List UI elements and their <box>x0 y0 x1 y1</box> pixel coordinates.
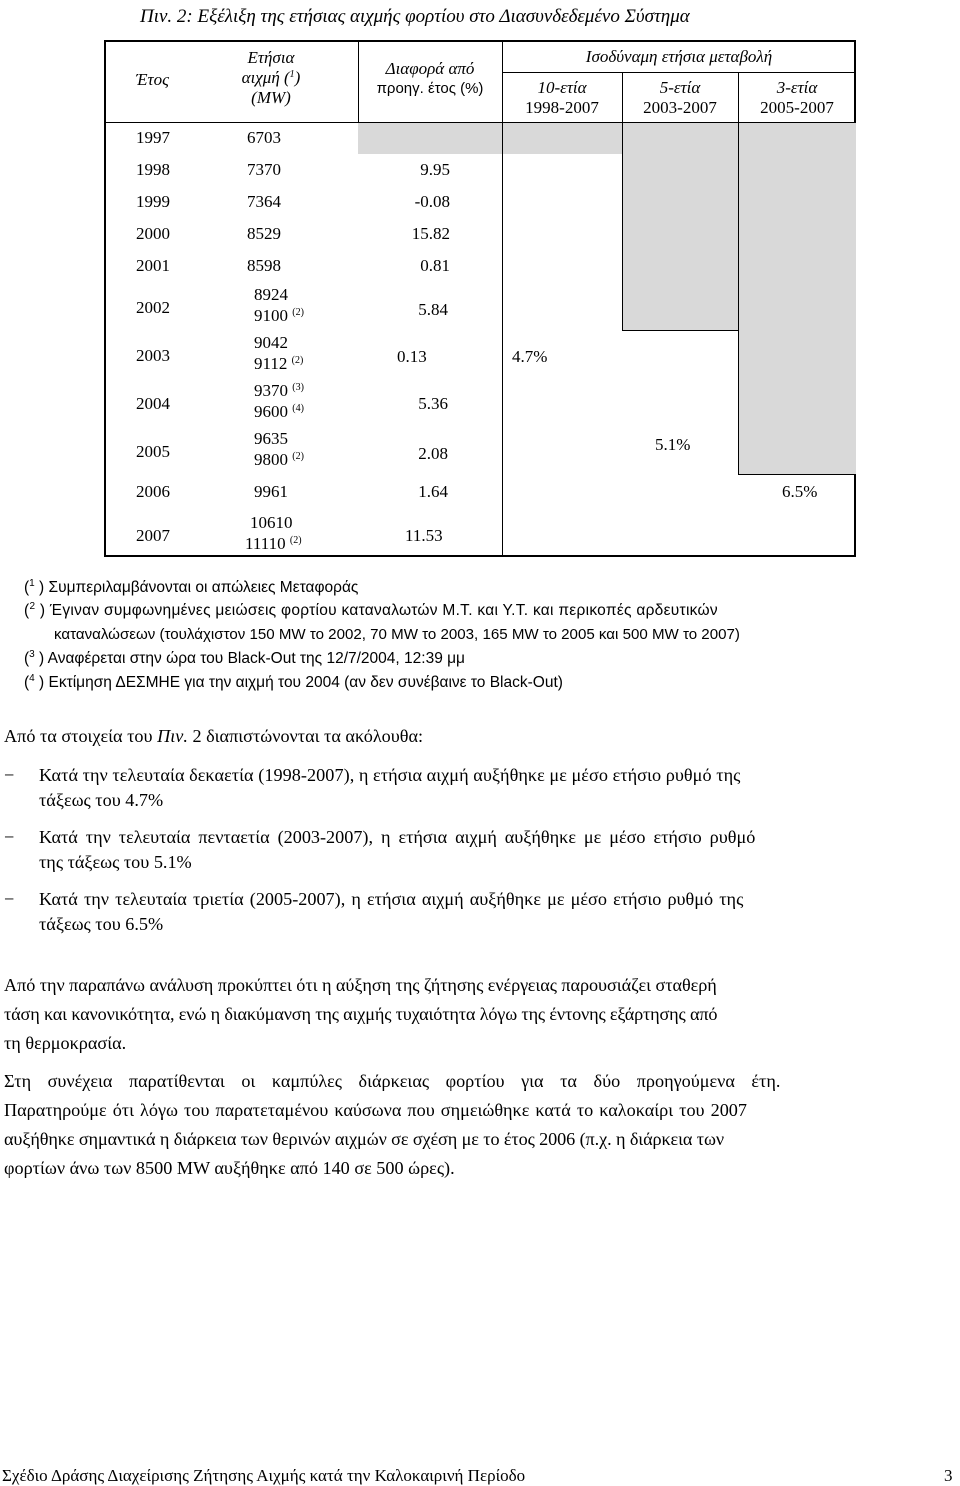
diff-2002: 5.84 <box>418 300 448 319</box>
peak-2002: 8924 <box>254 285 288 304</box>
duration-paragraph-line-2: Παρατηρούμε ότι λόγω του παρατεταμένου καύσωνα που σημειώθηκε κατά το καλοκαίρι του 2007 <box>4 1100 747 1120</box>
three-year-value: 6.5% <box>782 482 818 501</box>
diff-2005: 2.08 <box>418 444 448 463</box>
year-2001: 2001 <box>136 256 170 275</box>
diff-2004: 5.36 <box>418 394 448 413</box>
five-year-value: 5.1% <box>655 435 691 454</box>
peak-1999: 7364 <box>247 192 281 211</box>
five-shade-bottom <box>622 330 738 331</box>
year-1997: 1997 <box>136 128 170 147</box>
shade-ten-year <box>502 122 622 154</box>
peak-2003: 9042 <box>254 333 288 352</box>
three-shade-bottom <box>738 474 856 475</box>
diff-2006: 1.64 <box>418 482 448 501</box>
year-1998: 1998 <box>136 160 170 179</box>
peak-2007: 10610 <box>250 513 293 532</box>
shade-five-year <box>622 122 738 330</box>
footnote-4: ($^4$ ) Εκτίμηση ΔΕΣΜΗΕ για την αιχμή του 2004 (αν δεν συνέβαινε το Black-Out) <box>24 673 563 691</box>
peak-estimated-2004: 9600 $^{(4)}$ <box>254 402 304 421</box>
diff-2003: 0.13 <box>397 347 427 366</box>
footer-title: Σχέδιο Δράσης Διαχείρισης Ζήτησης Αιχμής κατά την Καλοκαιρινή Περίοδο <box>2 1466 526 1485</box>
shade-three-year <box>738 122 856 474</box>
header-five-year: 5-ετία 2003-2007 <box>643 78 717 117</box>
peak-adjusted-2005: 9800 $^{(2)}$ <box>254 450 304 469</box>
year-2002: 2002 <box>136 298 170 317</box>
peak-adjusted-2003: 9112 $^{(2)}$ <box>254 354 304 373</box>
peak-2000: 8529 <box>247 224 281 243</box>
diff-2001: 0.81 <box>420 256 450 275</box>
peak-2001: 8598 <box>247 256 281 275</box>
year-2006: 2006 <box>136 482 170 501</box>
peak-2006: 9961 <box>254 482 288 501</box>
peak-2005: 9635 <box>254 429 288 448</box>
peak-adjusted-2007: 11110 $^{(2)}$ <box>245 534 302 553</box>
footnote-1: ($^1$ ) Συμπεριλαμβάνονται οι απώλειες Μεταφοράς <box>24 578 359 596</box>
header-diff: Διαφορά από προηγ. έτος (%) <box>376 59 484 97</box>
year-2004: 2004 <box>136 394 170 413</box>
header-three-year: 3-ετία 2005-2007 <box>760 78 834 117</box>
diff-2007: 11.53 <box>405 526 443 545</box>
duration-paragraph-line-1: Στη συνέχεια παρατίθενται οι καμπύλες διάρκειας φορτίου για τα δύο προηγούμενα έτη. <box>4 1071 781 1091</box>
equiv-header-divider <box>502 72 856 73</box>
peak-adjusted-2002: 9100 $^{(2)}$ <box>254 306 304 325</box>
header-divider <box>106 122 856 123</box>
diff-col-divider <box>502 42 503 557</box>
duration-paragraph-line-3: αυξήθηκε σημαντικά η διάρκεια των θερινών αιχμών σε σχέση με το έτος 2006 (π.χ. η διάρκεια των <box>4 1129 724 1149</box>
duration-paragraph-line-4: φορτίων άνω των 8500 MW αυξήθηκε από 140 σε 500 ώρες). <box>4 1158 455 1178</box>
diff-2000: 15.82 <box>411 224 450 243</box>
year-2007: 2007 <box>136 526 170 545</box>
peak-1997: 6703 <box>247 128 281 147</box>
header-equiv: Ισοδύναμη ετήσια μεταβολή <box>585 47 773 66</box>
peak-load-table <box>104 40 856 557</box>
diff-1999: -0.08 <box>414 192 450 211</box>
peak-1998: 7370 <box>247 160 281 179</box>
year-2005: 2005 <box>136 442 170 461</box>
five-shade-right <box>738 122 739 474</box>
footnote-3: ($^3$ ) Αναφέρεται στην ώρα του Black-Out της 12/7/2004, 12:39 μμ <box>24 649 465 667</box>
analysis-paragraph-line-3: τη θερμοκρασία. <box>4 1033 127 1053</box>
year-2003: 2003 <box>136 346 170 365</box>
page-number: 3 <box>944 1466 953 1485</box>
ten-year-value: 4.7% <box>512 347 548 366</box>
year-2000: 2000 <box>136 224 170 243</box>
analysis-paragraph-line-2: τάση και κανονικότητα, ενώ η διακύμανση της αιχμής τυχαιότητα λόγω της έντονης εξάρτησης από <box>4 1004 718 1024</box>
peak-2004: 9370 $^{(3)}$ <box>254 381 304 400</box>
table-caption: Πιν. 2: Εξέλιξη της ετήσιας αιχμής φορτίου στο Διασυνδεδεμένο Σύστημα <box>140 6 690 27</box>
header-ten-year: 10-ετία 1998-2007 <box>525 78 599 117</box>
analysis-paragraph-line-1: Από την παραπάνω ανάλυση προκύπτει ότι η αύξηση της ζήτησης ενέργειας παρουσιάζει σταθερή <box>4 975 717 995</box>
five-shade-left <box>622 122 623 330</box>
header-peak: Ετήσια αιχμή ($^1$) (MW) <box>241 48 301 107</box>
footnote-2: ($^2$ ) Έγιναν συμφωνημένες μειώσεις φορτίου καταναλωτών Μ.Τ. και Υ.Τ. και περικοπές αρδευτικών <box>24 601 718 619</box>
intro-text: Από τα στοιχεία του Πιν. 2 διαπιστώνονται τα ακόλουθα: <box>4 726 424 746</box>
footnote-2-continued: καταναλώσεων (τουλάχιστον 150 MW το 2002, 70 MW το 2003, 165 MW το 2005 και 500 MW το 2007) <box>54 626 740 643</box>
diff-1998: 9.95 <box>420 160 450 179</box>
shade-diff-1997 <box>358 122 502 154</box>
year-1999: 1999 <box>136 192 170 211</box>
header-year: Έτος <box>136 70 170 89</box>
